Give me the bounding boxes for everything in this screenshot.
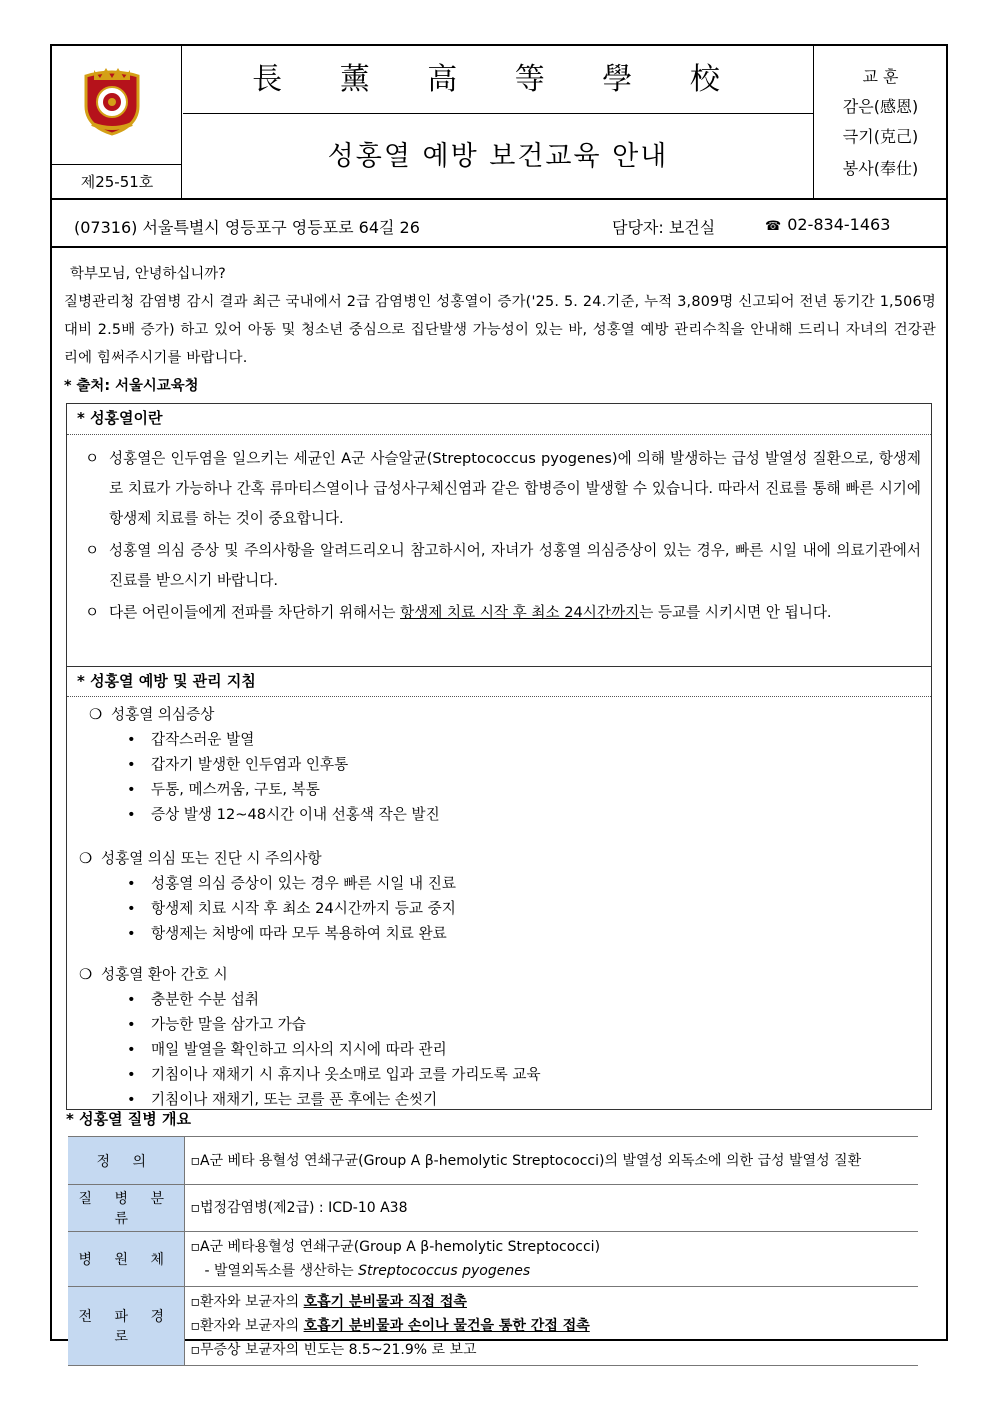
list-item: • 증상 발생 12~48시간 이내 선홍색 작은 발진	[89, 802, 929, 827]
dot-bullet-icon: •	[127, 875, 136, 892]
greeting: 학부모님, 안녕하십니까?	[70, 266, 226, 282]
list-item: • 성홍열 의심 증상이 있는 경우 빠른 시일 내 진료	[79, 871, 919, 896]
guideline-group	[79, 846, 919, 946]
circle-bullet-icon: ❍	[79, 966, 93, 983]
dot-bullet-icon: •	[127, 781, 136, 798]
group-title: ❍ 성홍열 의심 또는 진단 시 주의사항	[79, 846, 919, 871]
dot-bullet-icon: •	[127, 1041, 136, 1058]
info-box	[66, 403, 932, 1110]
dot-bullet-icon: •	[127, 731, 136, 748]
table-row	[68, 1232, 918, 1287]
circle-bullet-icon: ❍	[89, 706, 103, 723]
item-text: 다른 어린이들에게 전파를 차단하기 위해서는	[109, 604, 401, 621]
group-title: ❍ 성홍열 의심증상	[89, 702, 929, 727]
bullet-icon: ㅇ	[85, 604, 100, 621]
school-name: 長 薰 高 等 學 校	[183, 46, 813, 114]
dot-bullet-icon: •	[127, 925, 136, 942]
intro-paragraph: 질병관리청 감염병 감시 결과 최근 국내에서 2급 감염병인 성홍열이 증가('25. 5. 24.기준, 누적 3,809명 신고되어 전년 동기간 1,506명 대비 2.5배 증가) 하고 있어 아동 및 청소년 중심으로 집단발생 가능성이 있는 바, 성홍열 예방 관리수칙을 안내해 드리니 자녀의 건강관리에 힘써주시기를 바랍니다.	[64, 294, 936, 366]
item-text: 성홍열은 인두염을 일으키는 세균인 A군 사슬알균(Streptococcus pyogenes)에 의해 발생하는 급성 발열성 질환으로, 항생제로 치료가 가능하나 간혹 류마티스열이나 급성사구체신염과 같은 합병증이 발생할 수 있습니다. 따라서 진료를 통해 빠른 시기에 항생제 치료를 하는 것이 중요합니다.	[109, 450, 921, 527]
section-what-is-scarlet-fever	[83, 444, 921, 630]
guideline-group	[79, 962, 919, 1112]
item-text-underlined: 항생제 치료 시작 후 최소 24시간까지	[400, 604, 640, 621]
list-item	[83, 598, 921, 628]
dot-bullet-icon: •	[127, 756, 136, 773]
list-item: • 두통, 메스꺼움, 구토, 복통	[89, 777, 929, 802]
dot-bullet-icon: •	[127, 806, 136, 823]
motto-label: 교 훈	[862, 67, 899, 86]
list-item: • 가능한 말을 삼가고 가습	[79, 1012, 919, 1037]
list-item: • 항생제 치료 시작 후 최소 24시간까지 등교 중지	[79, 896, 919, 921]
dot-bullet-icon: •	[127, 1016, 136, 1033]
bullet-icon: ㅇ	[85, 542, 100, 559]
row-key: 정 의	[68, 1137, 184, 1185]
list-item: • 충분한 수분 섭취	[79, 987, 919, 1012]
row-key: 전 파 경 로	[68, 1287, 184, 1366]
guideline-group	[89, 702, 929, 827]
list-item: • 기침이나 재채기, 또는 코를 푼 후에는 손씻기	[79, 1087, 919, 1112]
dot-bullet-icon: •	[127, 1066, 136, 1083]
list-item: • 기침이나 재채기 시 휴지나 옷소매로 입과 코를 가리도록 교육	[79, 1062, 919, 1087]
row-value: ▫A군 베타 용혈성 연쇄구균(Group A β-hemolytic Streptococci)의 발열성 외독소에 의한 급성 발열성 질환	[184, 1137, 918, 1185]
page-title: 성홍열 예방 보건교육 안내	[327, 141, 669, 172]
list-item: • 갑작스러운 발열	[89, 727, 929, 752]
row-value: ▫A군 베타용혈성 연쇄구균(Group A β-hemolytic Streptococci) - 발열외독소를 생산하는 Streptococcus pyogenes	[184, 1232, 918, 1287]
phone-number	[765, 215, 890, 234]
overview-heading: * 성홍열 질병 개요	[66, 1110, 191, 1128]
item-text: 는 등교를 시키시면 안 됩니다.	[639, 604, 832, 621]
dot-bullet-icon: •	[127, 1091, 136, 1108]
list-item: • 항생제는 처방에 따라 모두 복용하여 치료 완료	[79, 921, 919, 946]
list-item	[83, 536, 921, 596]
motto-item: 봉사(奉仕)	[842, 159, 919, 178]
school-address: (07316) 서울특별시 영등포구 영등포로 64길 26	[74, 218, 420, 237]
row-value: ▫환자와 보균자의 호흡기 분비물과 직접 접촉 ▫환자와 보균자의 호흡기 분비물과 손이나 물건을 통한 간접 접촉 ▫무증상 보균자의 빈도는 8.5~21.9% 로 보고	[184, 1287, 918, 1366]
item-text: 성홍열 의심 증상 및 주의사항을 알려드리오니 참고하시어, 자녀가 성홍열 의심증상이 있는 경우, 빠른 시일 내에 의료기관에서 진료를 받으시기 바랍니다.	[109, 542, 921, 589]
school-emblem-icon	[80, 66, 144, 136]
row-key: 질 병 분 류	[68, 1185, 184, 1232]
notice-document	[50, 44, 948, 1358]
motto-item: 감은(感恩)	[842, 97, 919, 116]
motto-item: 극기(克己)	[842, 127, 919, 146]
dot-bullet-icon: •	[127, 900, 136, 917]
table-row	[68, 1185, 918, 1232]
school-motto	[813, 46, 946, 200]
group-title: ❍ 성홍열 환아 간호 시	[79, 962, 919, 987]
table-row	[68, 1137, 918, 1185]
table-row	[68, 1287, 918, 1366]
source-note: * 출처: 서울시교육청	[64, 378, 199, 394]
address-bar	[52, 200, 946, 248]
circle-bullet-icon: ❍	[79, 850, 93, 867]
row-value: ▫법정감염병(제2급) : ICD-10 A38	[184, 1185, 918, 1232]
contact-person: 담당자: 보건실	[612, 218, 716, 237]
document-header	[52, 46, 946, 200]
dot-bullet-icon: •	[127, 991, 136, 1008]
list-item	[83, 444, 921, 534]
disease-overview-table	[68, 1136, 918, 1366]
bullet-icon: ㅇ	[85, 450, 100, 467]
list-item: • 매일 발열을 확인하고 의사의 지시에 따라 관리	[79, 1037, 919, 1062]
phone-icon: ☎	[765, 219, 782, 234]
document-number: 제25-51호	[52, 164, 182, 200]
intro	[64, 260, 936, 400]
logo-cell	[52, 46, 182, 200]
section-heading: * 성홍열 예방 및 관리 지침	[67, 666, 931, 697]
row-key: 병 원 체	[68, 1232, 184, 1287]
section-heading: * 성홍열이란	[67, 404, 931, 435]
phone-value: 02-834-1463	[787, 215, 891, 234]
list-item: • 갑자기 발생한 인두염과 인후통	[89, 752, 929, 777]
